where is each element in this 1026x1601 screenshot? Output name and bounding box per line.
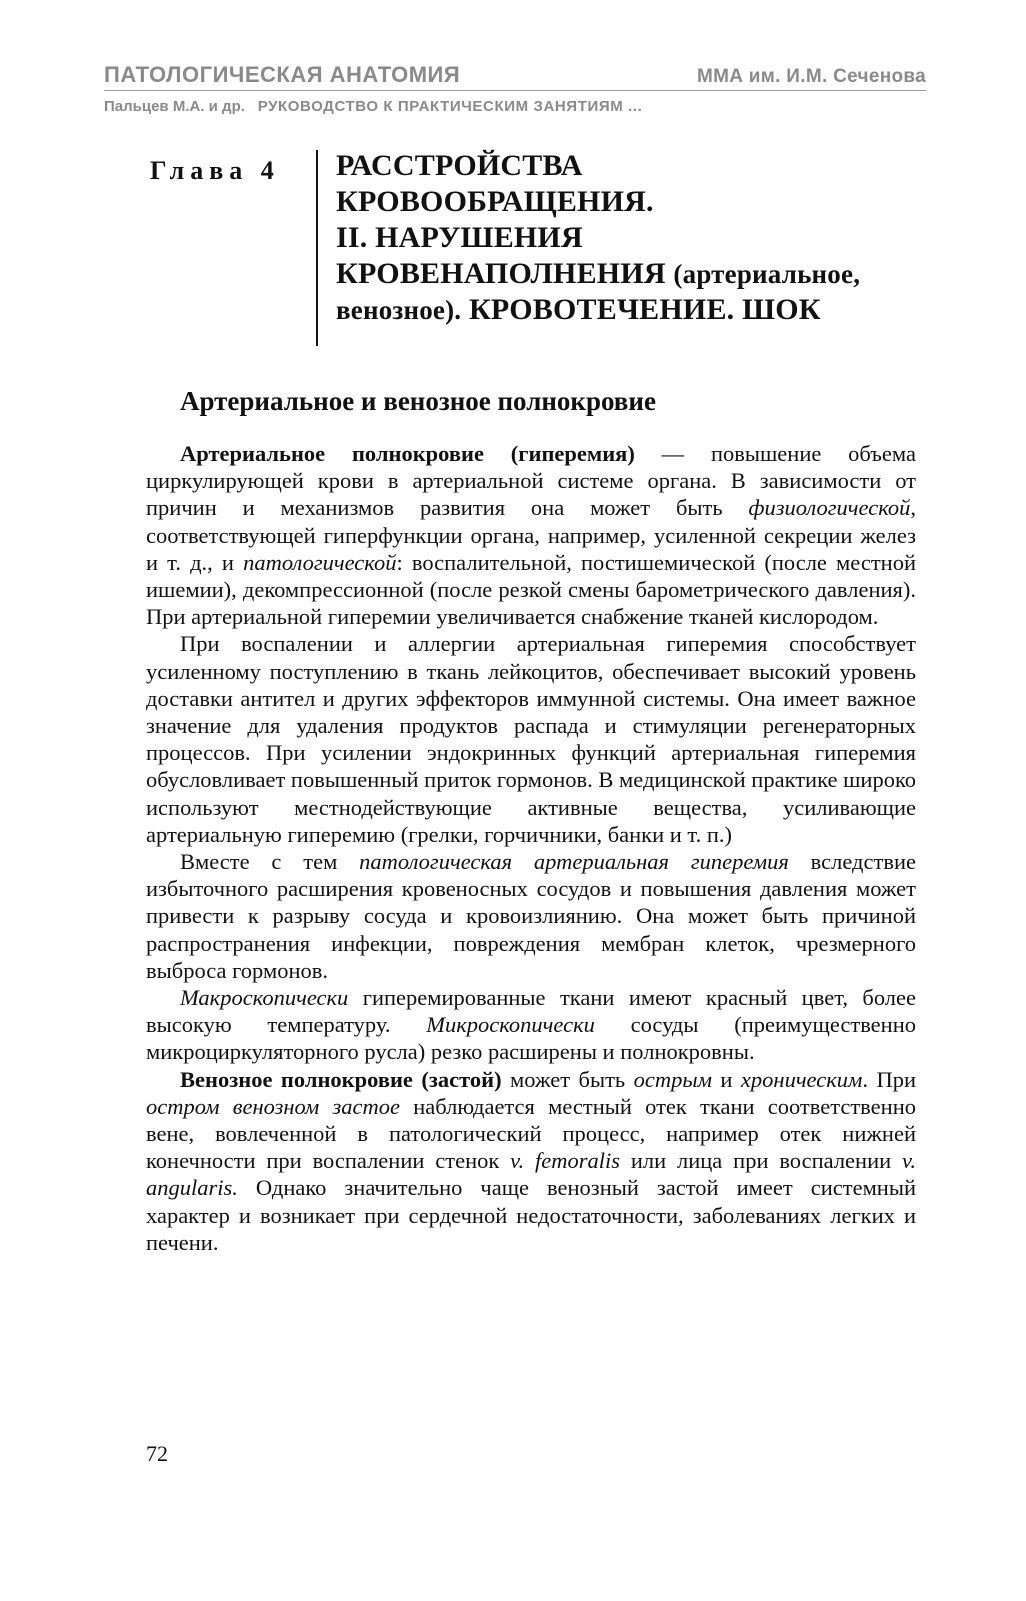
chapter-divider — [316, 150, 318, 346]
text-run: , соответствующей гиперфункции органа, например, усиленной секреции желез и т. д., и — [146, 495, 916, 575]
term-italic: v. angularis. — [146, 1148, 916, 1201]
text-run: . При — [862, 1066, 916, 1092]
text-run: Вместе с тем — [180, 849, 360, 875]
term-italic: Микроскопически — [426, 1012, 595, 1038]
term-italic: патологическая артериальная гиперемия — [359, 849, 789, 875]
text-run: вследствие избыточного расширения кровеносных сосудов и повышения давления может привести к разрыву сосуда и кровоизлиянию. Она может быть причиной распространения инфекции, повреждения мембран клеток, чрезмерного выброса гормонов. — [146, 849, 916, 983]
chapter-title-line: II. НАРУШЕНИЯ — [336, 221, 583, 254]
term-bold: Венозное полнокровие (застой) — [180, 1066, 502, 1092]
text-run: или лица при воспалении — [619, 1148, 903, 1174]
paragraph — [146, 440, 916, 630]
running-head-top-row — [104, 62, 926, 91]
chapter-title — [336, 148, 936, 328]
institution-name: ММА им. И.М. Сеченова — [696, 66, 926, 87]
running-head — [104, 62, 926, 115]
text-run: может быть — [501, 1066, 634, 1092]
chapter-title-line: КРОВЕНАПОЛНЕНИЯ — [336, 257, 666, 290]
text-run: — повышение объема циркулирующей крови в артериальной системе органа. В зависимости от причин и механизмов развития она может быть — [146, 441, 916, 521]
text-run: : воспалительной, постишемической (после местной ишемии), декомпрессионной (после резкой смены барометрического давления). При артериальной гиперемии увеличивается снабжение тканей кислородом. — [146, 549, 916, 630]
paragraph — [146, 984, 916, 1066]
chapter-title-line: КРОВОТЕЧЕНИЕ. ШОК — [468, 293, 821, 326]
paragraph — [146, 630, 916, 848]
chapter-title-line: КРОВООБРАЩЕНИЯ. — [336, 185, 654, 218]
term-italic: хроническим — [740, 1066, 863, 1092]
term-italic: Макроскопически — [180, 985, 349, 1011]
book-subtitle: РУКОВОДСТВО К ПРАКТИЧЕСКИМ ЗАНЯТИЯМ ... — [257, 98, 643, 115]
text-run: Однако значительно чаще венозный застой имеет системный характер и возникает при сердечной недостаточности, заболеваниях легких и печени. — [146, 1175, 916, 1255]
chapter-label: Глава 4 — [150, 156, 280, 185]
running-head-bottom-row — [104, 98, 926, 115]
authors: Пальцев М.А. и др. — [104, 98, 245, 115]
text-run: При воспалении и аллергии артериальная гиперемия способствует усиленному поступлению в ткань лейкоцитов, обеспечивает высокий уровень доставки антител и других эффекторов иммунной системы. Она имеет важное значение для удаления продуктов распада и стимуляции регенераторных процессов. При усилении эндокринных функций артериальная гиперемия обусловливает повышенный приток гормонов. В медицинской практике широко используют местнодействующие активные вещества, усиливающие артериальную гиперемию (грелки, горчичники, банки и т. п.) — [146, 631, 916, 847]
term-italic: остром венозном застое — [146, 1093, 400, 1119]
book-title: ПАТОЛОГИЧЕСКАЯ АНАТОМИЯ — [104, 62, 461, 87]
text-run: и — [711, 1066, 741, 1092]
body-text — [146, 440, 916, 1256]
term-italic: v. femoralis — [510, 1148, 620, 1174]
term-italic: острым — [633, 1066, 712, 1092]
chapter-title-line: РАССТРОЙСТВА — [336, 149, 583, 182]
text-run: наблюдается местный отек ткани соответственно вене, вовлеченной в патологический процесс, например отек нижней конечности при воспалении стенок — [146, 1093, 916, 1174]
paragraph — [146, 1066, 916, 1256]
text-run: гиперемированные ткани имеют красный цвет, более высокую температуру. — [146, 985, 916, 1038]
chapter-title-line: венозное). — [336, 295, 462, 325]
chapter-title-line: (артериальное, — [673, 259, 861, 289]
term-italic: патологической — [243, 549, 397, 575]
section-heading: Артериальное и венозное полнокровие — [180, 386, 656, 416]
text-run: сосуды (преимущественно микроциркуляторного русла) резко расширены и полнокровны. — [146, 1012, 916, 1065]
chapter-header — [150, 148, 930, 348]
page-number: 72 — [146, 1441, 168, 1466]
term-bold: Артериальное полнокровие (гиперемия) — [180, 441, 635, 466]
paragraph — [146, 848, 916, 984]
term-italic: физиологической — [748, 495, 911, 521]
